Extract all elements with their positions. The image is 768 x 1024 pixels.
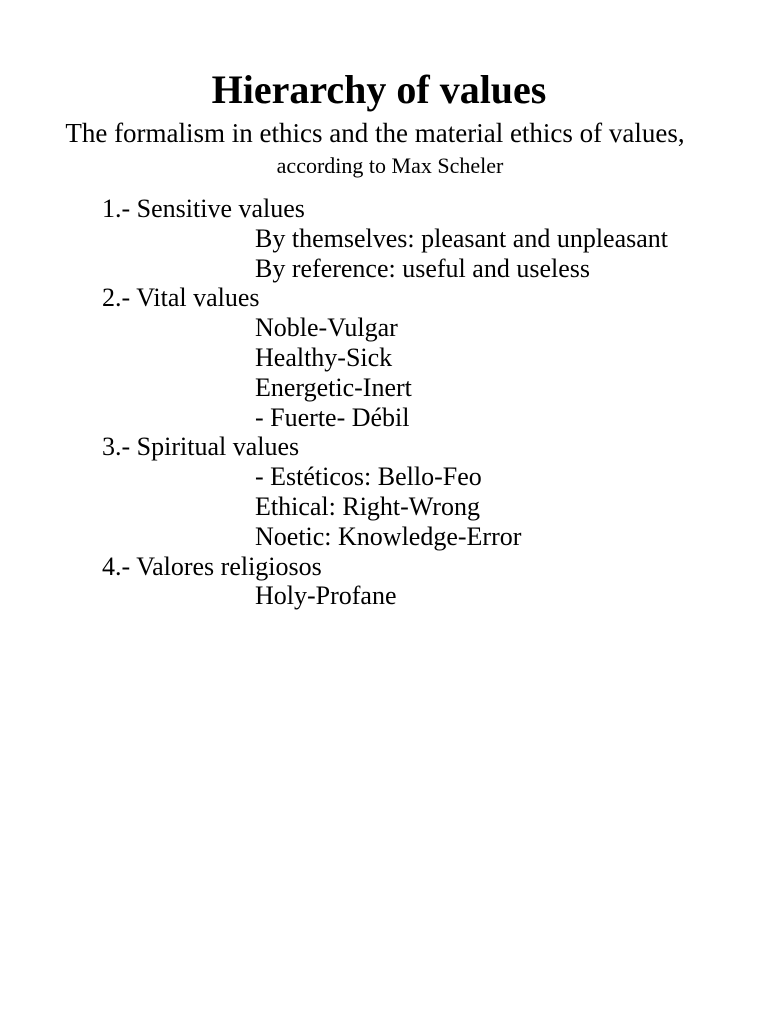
page-title: Hierarchy of values [211, 67, 547, 112]
subvalue-item: Ethical: Right-Wrong [255, 491, 480, 521]
category-label: 4.- Valores religiosos [102, 551, 322, 581]
subvalue-item: Healthy-Sick [255, 342, 393, 372]
category-vital-values [102, 283, 742, 432]
subvalue-item: - Fuerte- Débil [255, 402, 410, 432]
category-label: 2.- Vital values [102, 283, 260, 313]
category-spiritual-values [102, 432, 742, 551]
subvalue-item: Noetic: Knowledge-Error [255, 521, 522, 551]
subvalue-item: By themselves: pleasant and unpleasant [255, 223, 669, 253]
category-label: 1.- Sensitive values [102, 194, 305, 223]
category-sensitive-values [102, 194, 742, 283]
subvalue-item: Holy-Profane [255, 581, 397, 611]
subvalue-item: Energetic-Inert [255, 372, 412, 402]
subvalue-list [102, 462, 742, 551]
subvalue-list [102, 581, 742, 611]
page-subtitle: The formalism in ethics and the material ethics of values, [65, 118, 685, 148]
subvalue-item: Noble-Vulgar [255, 313, 398, 343]
subvalue-list [102, 224, 742, 284]
category-religious-values [102, 552, 742, 612]
category-label: 3.- Spiritual values [102, 432, 300, 462]
values-hierarchy-list [102, 194, 742, 611]
subvalue-item: By reference: useful and useless [255, 253, 590, 283]
subvalue-item: - Estéticos: Bello-Feo [255, 462, 482, 492]
page-subtitle-line2: according to Max Scheler [276, 153, 504, 178]
subvalue-list [102, 313, 742, 432]
